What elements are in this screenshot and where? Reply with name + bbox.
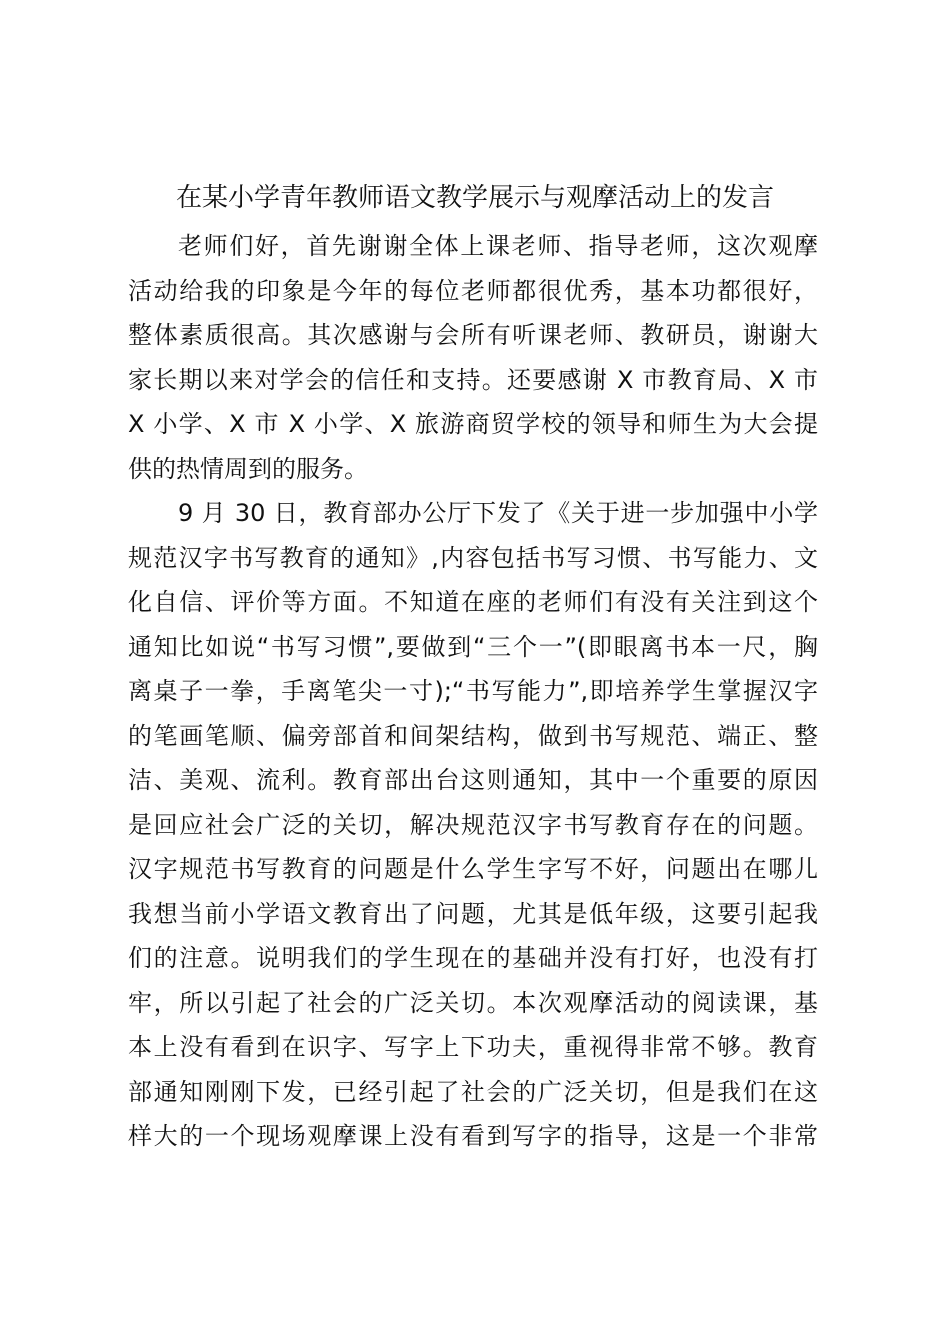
paragraph-line: 通知比如说“书写习惯”,要做到“三个一”(即眼离书本一尺，胸 — [128, 632, 818, 661]
paragraph-line: 汉字规范书写教育的问题是什么学生字写不好，问题出在哪儿 — [128, 855, 818, 883]
paragraph-line: 家长期以来对学会的信任和支持。还要感谢 X 市教育局、X 市 — [128, 365, 818, 394]
paragraph-line: 们的注意。说明我们的学生现在的基础并没有打好，也没有打 — [128, 944, 818, 972]
paragraph-line: 规范汉字书写教育的通知》,内容包括书写习惯、书写能力、文 — [128, 543, 818, 572]
paragraph-line: 本上没有看到在识字、写字上下功夫，重视得非常不够。教育 — [128, 1033, 818, 1061]
paragraph-1 — [128, 224, 818, 491]
paragraph-line: 牢，所以引起了社会的广泛关切。本次观摩活动的阅读课，基 — [128, 988, 818, 1017]
paragraph-line: 活动给我的印象是今年的每位老师都很优秀，基本功都很好， — [128, 276, 818, 305]
paragraph-line: 整体素质很高。其次感谢与会所有听课老师、教研员，谢谢大 — [128, 321, 818, 349]
paragraph-line: 洁、美观、流利。教育部出台这则通知，其中一个重要的原因 — [128, 766, 818, 794]
paragraph-line: 化自信、评价等方面。不知道在座的老师们有没有关注到这个 — [128, 588, 818, 616]
paragraph-line: 9 月 30 日，教育部办公厅下发了《关于进一步加强中小学 — [178, 499, 818, 527]
document-title: 在某小学青年教师语文教学展示与观摩活动上的发言 — [175, 183, 774, 213]
document-body — [128, 224, 818, 1159]
paragraph-line: X 小学、X 市 X 小学、X 旅游商贸学校的领导和师生为大会提 — [128, 410, 818, 438]
paragraph-line: 的笔画笔顺、偏旁部首和间架结构，做到书写规范、端正、整 — [128, 721, 818, 750]
paragraph-line: 样大的一个现场观摩课上没有看到写字的指导，这是一个非常 — [128, 1122, 818, 1150]
paragraph-line: 老师们好，首先谢谢全体上课老师、指导老师，这次观摩 — [178, 232, 818, 260]
paragraph-line: 供的热情周到的服务。 — [128, 454, 368, 483]
paragraph-line: 离桌子一拳，手离笔尖一寸);“书写能力”,即培养学生掌握汉字 — [128, 677, 818, 705]
paragraph-line: 部通知刚刚下发，已经引起了社会的广泛关切，但是我们在这 — [128, 1077, 818, 1106]
paragraph-line: 是回应社会广泛的关切，解决规范汉字书写教育存在的问题。 — [128, 810, 818, 839]
paragraph-line: 我想当前小学语文教育出了问题，尤其是低年级，这要引起我 — [128, 899, 818, 928]
paragraph-2 — [128, 491, 818, 1159]
